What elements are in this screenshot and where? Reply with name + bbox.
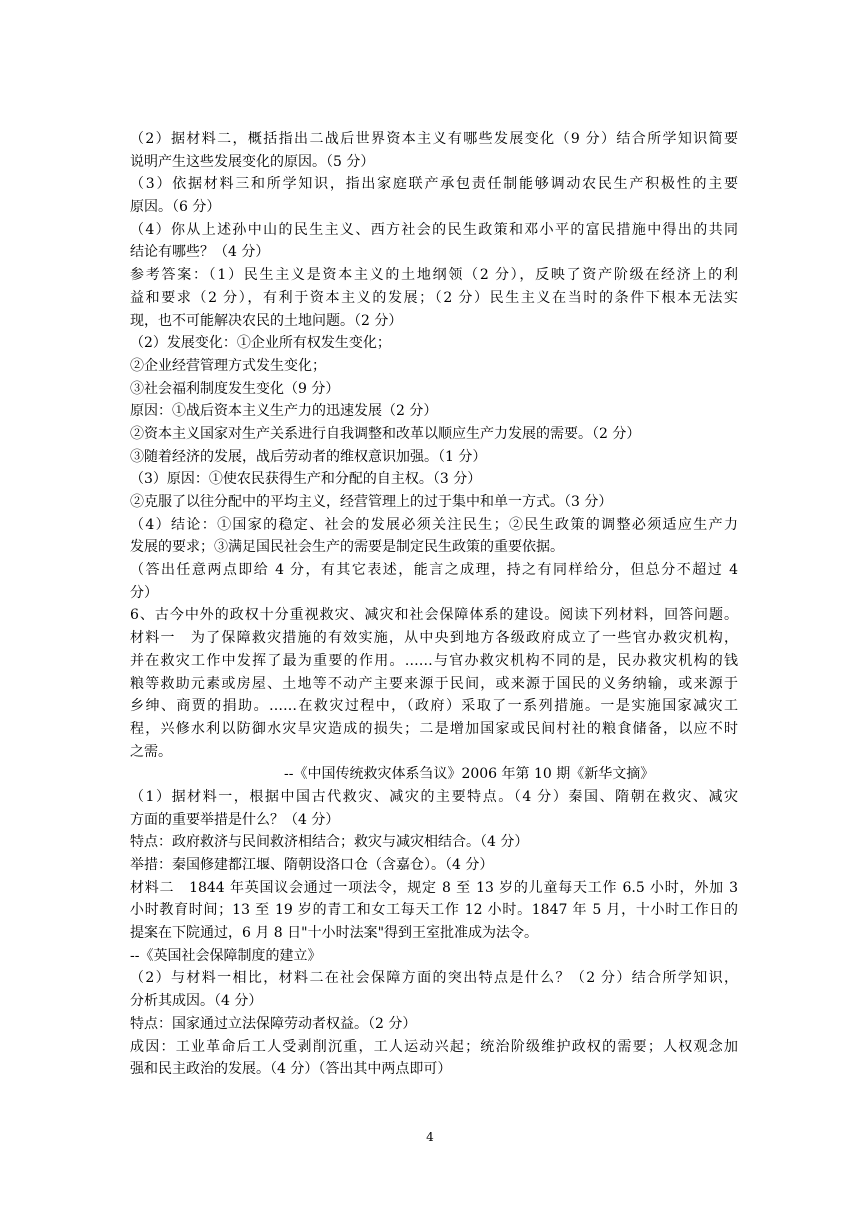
text-line: 分） (130, 584, 158, 601)
text-line: （4）你从上述孙中山的民生主义、西方社会的民生政策和邓小平的富民措施中得出的共同 (130, 221, 738, 238)
text-line: （2）据材料二，概括指出二战后世界资本主义有哪些发展变化（9 分）结合所学知识简要 (130, 131, 738, 147)
text-line: 结论有哪些？（4 分） (130, 244, 270, 261)
text-line: 方面的重要举措是什么？（4 分） (130, 811, 340, 828)
text-line: ②资本主义国家对生产关系进行自我调整和改革以顺应生产力发展的需要。（2 分） (130, 425, 641, 442)
text-line: （2）发展变化：①企业所有权发生变化； (130, 335, 391, 352)
text-line: ③随着经济的发展，战后劳动者的维权意识加强。（1 分） (130, 448, 487, 465)
text-line: （3）依据材料三和所学知识，指出家庭联产承包责任制能够调动农民生产积极性的主要 (130, 176, 738, 193)
source-citation: --《英国社会保障制度的建立》 (130, 947, 322, 964)
text-line: （答出任意两点即给 4 分，有其它表述，能言之成理，持之有同样给分，但总分不超过 4 (130, 562, 738, 579)
text-line: ②克服了以往分配中的平均主义，经营管理上的过于集中和单一方式。（3 分） (130, 494, 613, 510)
text-line: 原因：①战后资本主义生产力的迅速发展（2 分） (130, 403, 438, 420)
text-line: 分析其成因。（4 分） (130, 993, 263, 1010)
material-line: 材料一 为了保障救灾措施的有效实施，从中央到地方各级政府成立了一些官办救灾机构， (130, 630, 738, 647)
material-line: 并在救灾工作中发挥了最为重要的作用。……与官办救灾机构不同的是，民办救灾机构的钱 (130, 652, 738, 669)
material-line: 提案在下院通过，6 月 8 日"十小时法案"得到王室批准成为法令。 (130, 925, 539, 942)
answer-heading-line: 参考答案：（1）民生主义是资本主义的土地纲领（2 分），反映了资产阶级在经济上的利 (130, 267, 738, 284)
text-line: 举措：秦国修建都江堰、隋朝设洛口仓（含嘉仓）。（4 分） (130, 857, 494, 873)
material-line: 程，兴修水利以防御水灾旱灾造成的损失；二是增加国家或民间村社的粮食储备，以应不时 (130, 720, 738, 737)
material-line: 小时教育时间；13 至 19 岁的青工和女工每天工作 12 小时。1847 年 5 月，十小时工作日的 (130, 902, 738, 919)
text-line: 说明产生这些发展变化的原因。（5 分） (130, 153, 375, 170)
text-line: 特点：政府救济与民间救济相结合；救灾与减灾相结合。（4 分） (130, 834, 529, 851)
text-line: （3）原因：①使农民获得生产和分配的自主权。（3 分） (130, 471, 482, 488)
text-line: 现，也不可能解决农民的土地问题。（2 分） (130, 312, 403, 329)
text-line: 益和要求（2 分），有利于资本主义的发展；（2 分）民生主义在当时的条件下根本无法实 (130, 289, 738, 306)
material-line: 之需。 (130, 743, 172, 760)
text-line: ②企业经营管理方式发生变化； (130, 357, 326, 374)
source-citation: --《中国传统救灾体系刍议》2006 年第 10 期《新华文摘》 (284, 766, 655, 783)
text-line: 特点：国家通过立法保障劳动者权益。（2 分） (130, 1015, 417, 1032)
text-line: （1）据材料一，根据中国古代救灾、减灾的主要特点。（4 分）秦国、隋朝在救灾、减灾 (130, 788, 738, 805)
text-line: （2）与材料一相比，材料二在社会保障方面的突出特点是什么？（2 分）结合所学知识， (130, 970, 738, 987)
text-line: 强和民主政治的发展。（4 分）（答出其中两点即可） (130, 1061, 452, 1078)
text-line: 发展的要求；③满足国民社会生产的需要是制定民生政策的重要依据。 (130, 539, 564, 556)
text-line: 成因：工业革命后工人受剥削沉重，工人运动兴起；统治阶级维护政权的需要；人权观念加 (130, 1038, 738, 1055)
material-line: 粮等救助元素或房屋、土地等不动产主要来源于民间，或来源于国民的义务纳输，或来源于 (130, 675, 738, 692)
document-body (130, 128, 738, 1081)
text-line: （4）结论：①国家的稳定、社会的发展必须关注民生；②民生政策的调整必须适应生产力 (130, 516, 738, 533)
material-line: 材料二 1844 年英国议会通过一项法令，规定 8 至 13 岁的儿童每天工作 6.5 小时，外加 3 (130, 879, 738, 896)
page-number: 4 (426, 1130, 434, 1144)
question-heading-line: 6、古今中外的政权十分重视救灾、减灾和社会保障体系的建设。阅读下列材料，回答问题。 (130, 607, 738, 624)
text-line: ③社会福利制度发生变化（9 分） (130, 380, 340, 397)
material-line: 乡绅、商贾的捐助。……在救灾过程中，（政府）采取了一系列措施。一是实施国家减灾工 (130, 698, 738, 715)
text-line: 原因。（6 分） (130, 199, 221, 216)
